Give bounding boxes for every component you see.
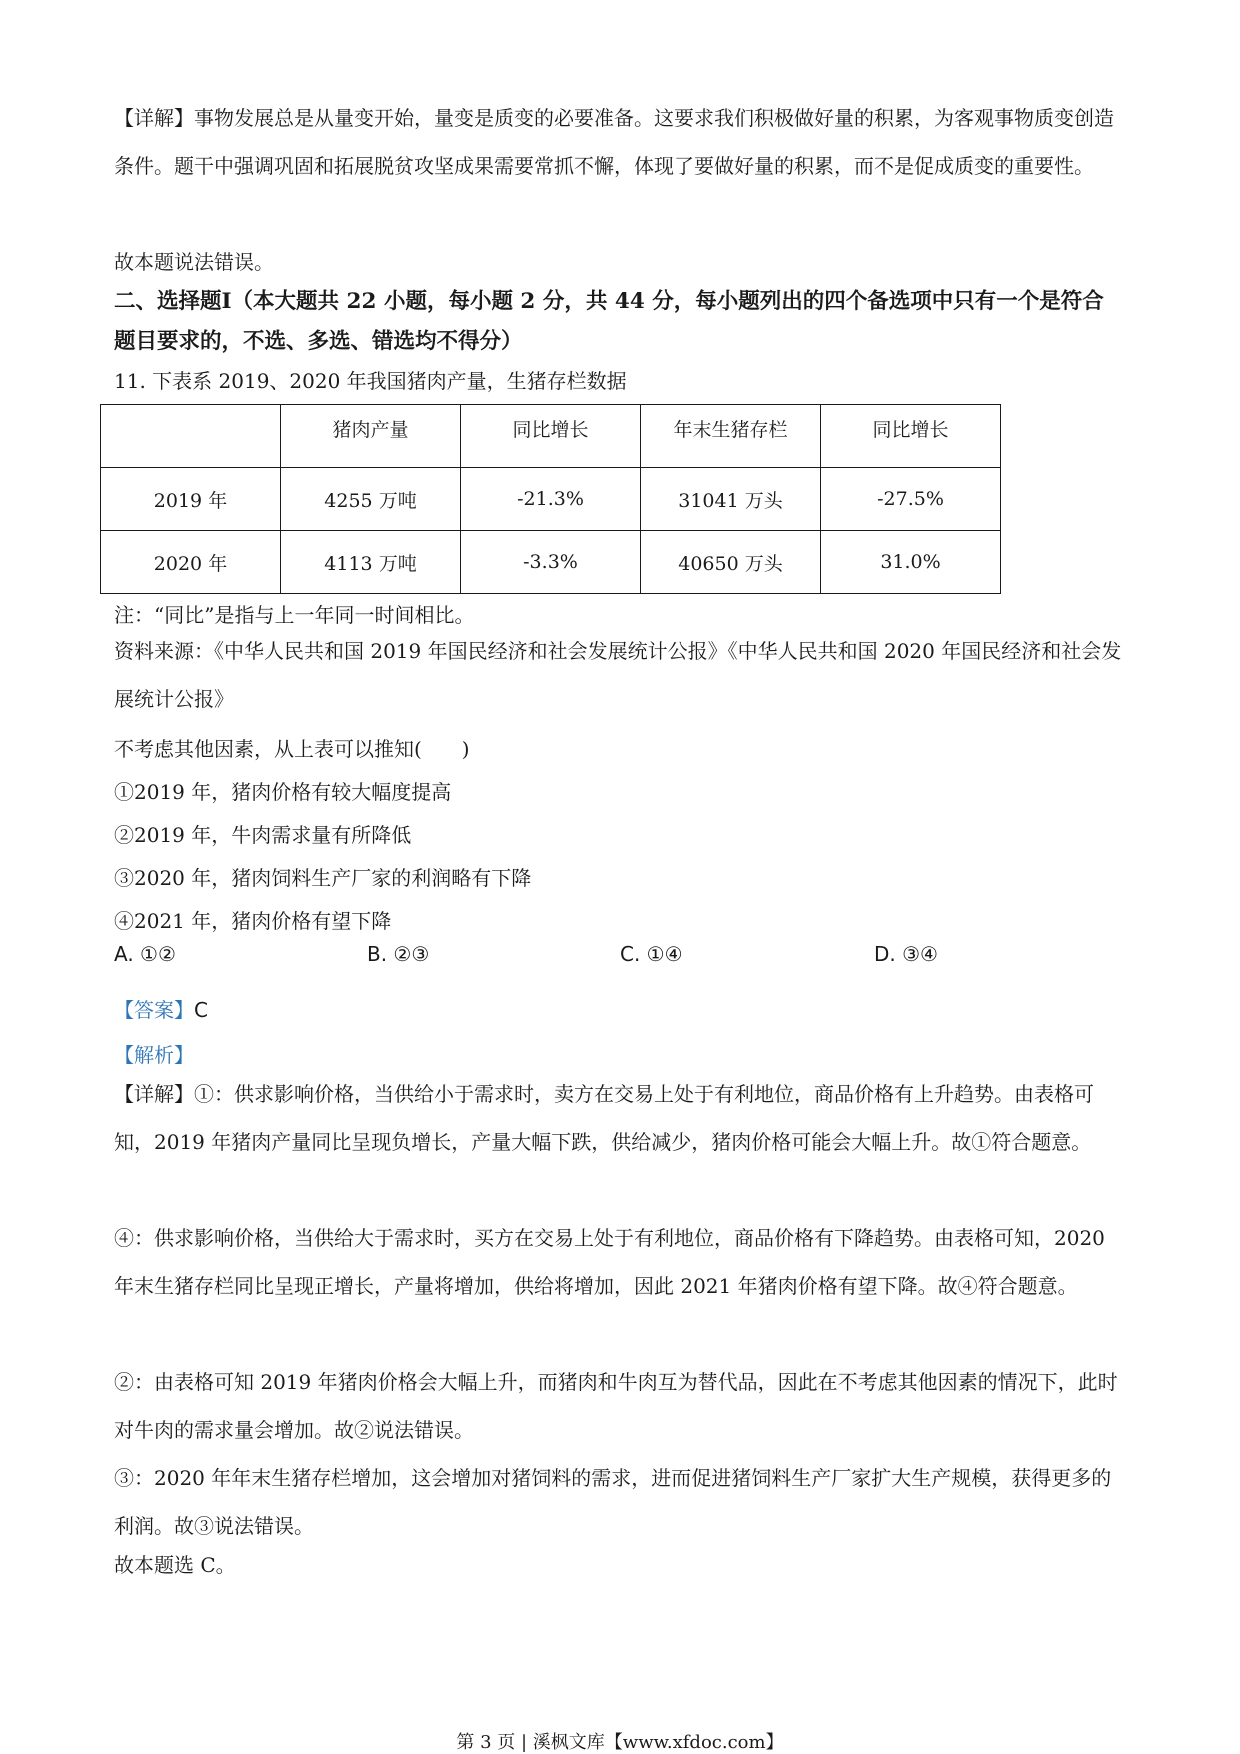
question-stem: 11. 下表系 2019、2020 年我国猪肉产量，生猪存栏数据	[114, 369, 627, 393]
table-cell: 2020 年	[101, 531, 281, 594]
table-cell: -27.5%	[821, 468, 1001, 531]
table-cell: -3.3%	[461, 531, 641, 594]
question-prompt: 不考虑其他因素，从上表可以推知( )	[114, 737, 470, 761]
option-c: C. ①④	[620, 942, 683, 966]
explanation-paragraph-4: ③：2020 年年末生猪存栏增加，这会增加对猪饲料的需求，进而促进猪饲料生产厂家扩大生产规模，获得更多的利润。故③说法错误。	[114, 1466, 1112, 1538]
section-heading: 二、选择题Ⅰ（本大题共 22 小题，每小题 2 分，共 44 分，每小题列出的四个备选项中只有一个是符合题目要求的，不选、多选、错选均不得分）	[114, 289, 1104, 354]
table-header-cell: 同比增长	[461, 405, 641, 468]
statement-2: ②2019 年，牛肉需求量有所降低	[114, 823, 412, 847]
explanation-paragraph-3: ②：由表格可知 2019 年猪肉价格会大幅上升，而猪肉和牛肉互为替代品，因此在不考虑其他因素的情况下，此时对牛肉的需求量会增加。故②说法错误。	[114, 1370, 1118, 1442]
table-cell: 4113 万吨	[281, 531, 461, 594]
table-cell: 31.0%	[821, 531, 1001, 594]
option-b: B. ②③	[367, 942, 430, 966]
table-cell: 40650 万头	[641, 531, 821, 594]
table-row	[101, 531, 1001, 594]
explanation-paragraph-2: ④：供求影响价格，当供给大于需求时，买方在交易上处于有利地位，商品价格有下降趋势。由表格可知，2020 年末生猪存栏同比呈现正增长，产量将增加，供给将增加，因此 2021 年猪肉价格有望下降。故④符合题意。	[114, 1226, 1105, 1298]
data-table	[100, 404, 1001, 594]
option-a: A. ①②	[114, 942, 176, 966]
explanation-paragraph-1: 【详解】①：供求影响价格，当供给小于需求时，卖方在交易上处于有利地位，商品价格有上升趋势。由表格可知，2019 年猪肉产量同比呈现负增长，产量大幅下跌，供给减少，猪肉价格可能会大幅上升。故①符合题意。	[114, 1082, 1094, 1154]
statement-1: ①2019 年，猪肉价格有较大幅度提高	[114, 780, 452, 804]
table-header-cell: 年末生猪存栏	[641, 405, 821, 468]
statement-4: ④2021 年，猪肉价格有望下降	[114, 909, 392, 933]
explanation-conclusion: 故本题选 C。	[114, 1553, 236, 1577]
table-header-cell	[101, 405, 281, 468]
option-d: D. ③④	[874, 942, 938, 966]
table-header-cell: 猪肉产量	[281, 405, 461, 468]
table-cell: 4255 万吨	[281, 468, 461, 531]
table-cell: 31041 万头	[641, 468, 821, 531]
table-row	[101, 468, 1001, 531]
answer-value: C	[194, 998, 208, 1022]
answer-line	[114, 994, 208, 1023]
answer-label: 【答案】	[114, 998, 194, 1022]
table-header-row	[101, 405, 1001, 468]
table-cell: 2019 年	[101, 468, 281, 531]
data-source: 资料来源：《中华人民共和国 2019 年国民经济和社会发展统计公报》《中华人民共和国 2020 年国民经济和社会发展统计公报》	[114, 639, 1122, 711]
intro-detail-paragraph: 【详解】事物发展总是从量变开始，量变是质变的必要准备。这要求我们积极做好量的积累，为客观事物质变创造条件。题干中强调巩固和拓展脱贫攻坚成果需要常抓不懈，体现了要做好量的积累，而不是促成质变的重要性。	[114, 106, 1114, 178]
table-note: 注：“同比”是指与上一年同一时间相比。	[114, 603, 475, 627]
intro-conclusion: 故本题说法错误。	[114, 250, 274, 274]
analysis-label: 【解析】	[114, 1043, 194, 1067]
statement-3: ③2020 年，猪肉饲料生产厂家的利润略有下降	[114, 866, 532, 890]
table-cell: -21.3%	[461, 468, 641, 531]
table-header-cell: 同比增长	[821, 405, 1001, 468]
page-footer: 第 3 页 | 溪枫文库【www.xfdoc.com】	[456, 1732, 784, 1753]
